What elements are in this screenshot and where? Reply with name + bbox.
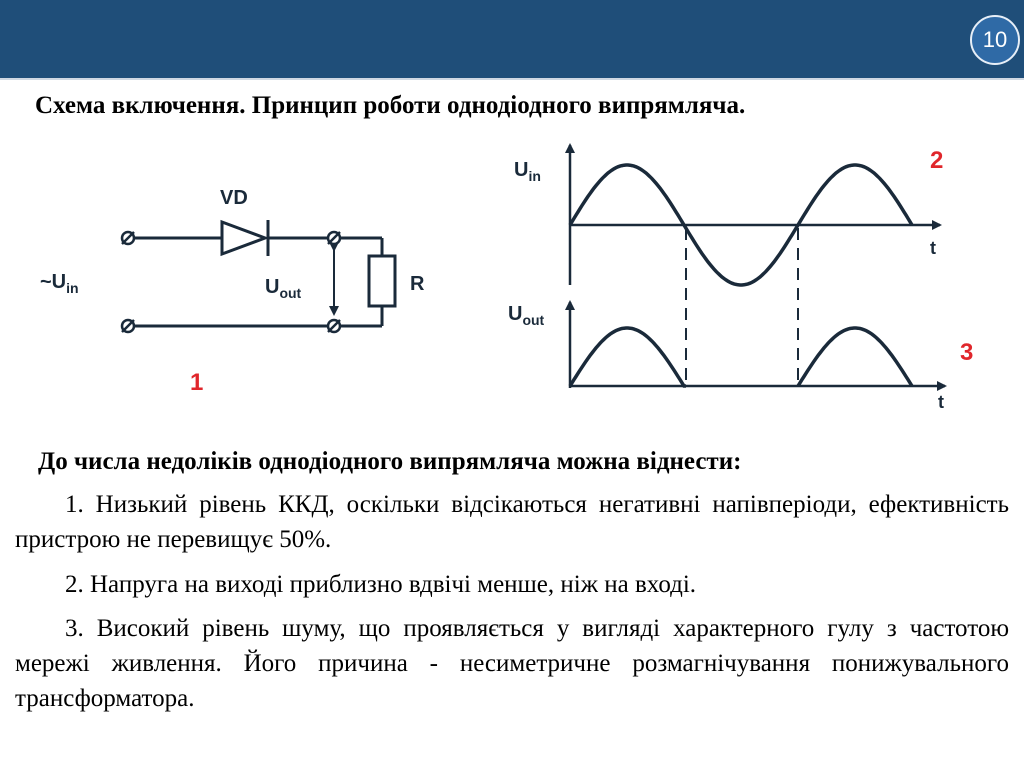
resistor-symbol [369,256,395,306]
output-voltage-graph [508,302,973,412]
figure-number-3: 3 [960,339,974,366]
header-divider [0,78,1024,80]
label-uout: $U_{out}$ [265,276,302,301]
output-x-label: t [938,392,944,412]
figure-number-1: 1 [190,369,204,396]
drawbacks-heading: До числа недоліків однодіодного випрямляча можна віднести: [38,448,742,475]
output-y-label: $U_{out}$ [508,303,545,328]
label-r: R [410,273,425,295]
label-uin: $\sim U_{in}$ [40,271,79,296]
input-y-label: $U_{in}$ [514,159,541,184]
figure-number-2: 2 [930,147,944,174]
label-vd: VD [220,187,248,209]
rectifier-figure [0,130,1024,420]
output-half-wave-2 [798,328,912,386]
header-bar [0,0,1024,78]
diode-symbol [222,222,265,254]
drawback-item-3: 3. Високий рівень шуму, що проявляється у вигляді характерного гулу з частотою мережі живлення. Його причина - несиметричне розмагнічування понижувального трансформатора. [15,615,1009,712]
drawback-item-2: 2. Напруга на виході приблизно вдвічі менше, ніж на вході. [65,571,697,598]
input-voltage-graph [514,145,943,285]
output-half-wave-1 [570,328,686,386]
slide-title: Схема включення. Принцип роботи однодіодного випрямляча. [35,92,746,119]
drawback-item-1: 1. Низький рівень ККД, оскільки відсікаються негативні напівперіоди, ефективність пристрою не перевищує 50%. [15,491,1009,553]
input-x-label: t [930,238,936,258]
page-number-badge: 10 [970,15,1020,65]
circuit-diagram [128,220,395,326]
